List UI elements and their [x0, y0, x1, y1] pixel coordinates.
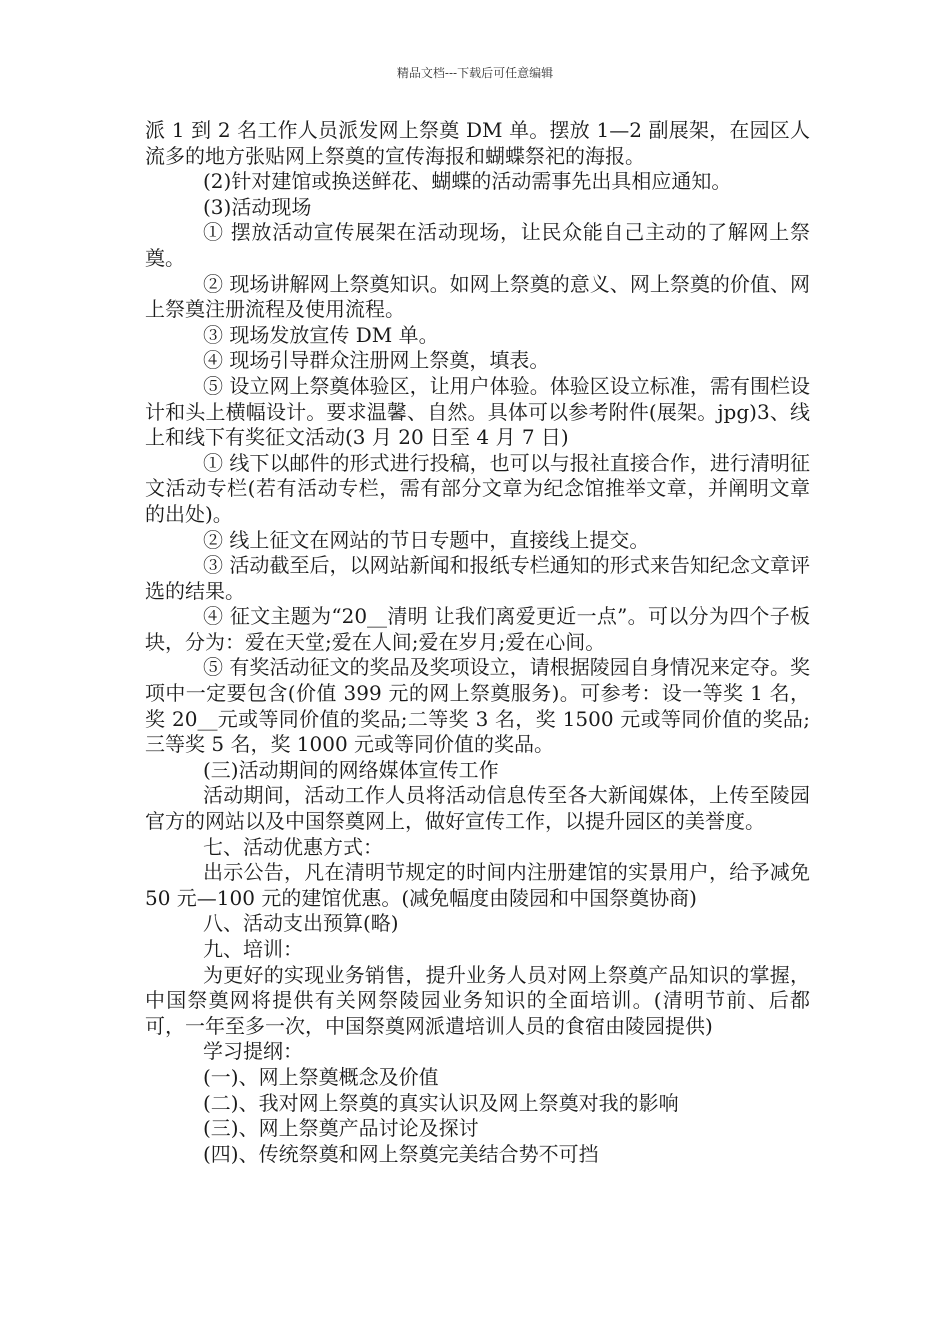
- paragraph: ③ 活动截至后，以网站新闻和报纸专栏通知的形式来告知纪念文章评选的结果。: [145, 553, 810, 603]
- paragraph: ④ 征文主题为“20__清明 让我们离爱更近一点”。可以分为四个子板块，分为：爱在天堂;爱在人间;爱在岁月;爱在心间。: [145, 604, 810, 654]
- paragraph: ② 线上征文在网站的节日专题中，直接线上提交。: [203, 527, 650, 552]
- paragraph: ④ 现场引导群众注册网上祭奠，填表。: [203, 348, 550, 373]
- paragraph: (3)活动现场: [203, 194, 312, 219]
- paragraph: 七、活动优惠方式：: [203, 834, 383, 859]
- paragraph: (三)、网上祭奠产品讨论及探讨: [203, 1116, 479, 1141]
- paragraph: ⑤ 设立网上祭奠体验区，让用户体验。体验区设立标准，需有围栏设计和头上横幅设计。要求温馨、自然。具体可以参考附件(展架。jpg)3、线上和线下有奖征文活动(3 月 20 日至 4 月 7 日): [145, 373, 810, 450]
- paragraph: (一)、网上祭奠概念及价值: [203, 1064, 439, 1089]
- page-header: 精品文档---下载后可任意编辑: [396, 66, 554, 80]
- paragraph: ① 线下以邮件的形式进行投稿，也可以与报社直接合作，进行清明征文活动专栏(若有活动专栏，需有部分文章为纪念馆推举文章，并阐明文章的出处)。: [145, 450, 810, 526]
- paragraph: (三)活动期间的网络媒体宣传工作: [203, 757, 499, 782]
- paragraph: 八、活动支出预算(略): [203, 911, 399, 936]
- paragraph: ⑤ 有奖活动征文的奖品及奖项设立，请根据陵园自身情况来定夺。奖项中一定要包含(价值 399 元的网上祭奠服务)。可参考：设一等奖 1 名，奖 20__元或等同价值的奖品;二等奖 3 名，奖 1500 元或等同价值的奖品;三等奖 5 名，奖 1000 元或等同价值的奖品。: [145, 655, 810, 757]
- paragraph: ② 现场讲解网上祭奠知识。如网上祭奠的意义、网上祭奠的价值、网上祭奠注册流程及使用流程。: [145, 271, 810, 322]
- paragraph: (二)、我对网上祭奠的真实认识及网上祭奠对我的影响: [203, 1090, 679, 1115]
- paragraph: 出示公告，凡在清明节规定的时间内注册建馆的实景用户，给予减免 50 元—100 元的建馆优惠。(减免幅度由陵园和中国祭奠协商): [145, 860, 810, 910]
- paragraph: 九、培训：: [203, 937, 303, 961]
- document-body: [145, 118, 810, 1167]
- paragraph: 学习提纲：: [203, 1039, 303, 1064]
- paragraph: (2)针对建馆或换送鲜花、蝴蝶的活动需事先出具相应通知。: [203, 169, 732, 194]
- paragraph: 为更好的实现业务销售，提升业务人员对网上祭奠产品知识的掌握，中国祭奠网将提供有关网祭陵园业务知识的全面培训。(清明节前、后都可，一年至多一次，中国祭奠网派遣培训人员的食宿由陵园提供): [145, 962, 810, 1038]
- paragraph: 派 1 到 2 名工作人员派发网上祭奠 DM 单。摆放 1—2 副展架，在园区人流多的地方张贴网上祭奠的宣传海报和蝴蝶祭祀的海报。: [145, 118, 810, 168]
- paragraph: (四)、传统祭奠和网上祭奠完美结合势不可挡: [203, 1141, 599, 1166]
- paragraph: 活动期间，活动工作人员将活动信息传至各大新闻媒体，上传至陵园官方的网站以及中国祭奠网上，做好宣传工作，以提升园区的美誉度。: [145, 783, 810, 834]
- paragraph: ③ 现场发放宣传 DM 单。: [203, 322, 439, 347]
- paragraph: ① 摆放活动宣传展架在活动现场，让民众能自己主动的了解网上祭奠。: [145, 220, 810, 270]
